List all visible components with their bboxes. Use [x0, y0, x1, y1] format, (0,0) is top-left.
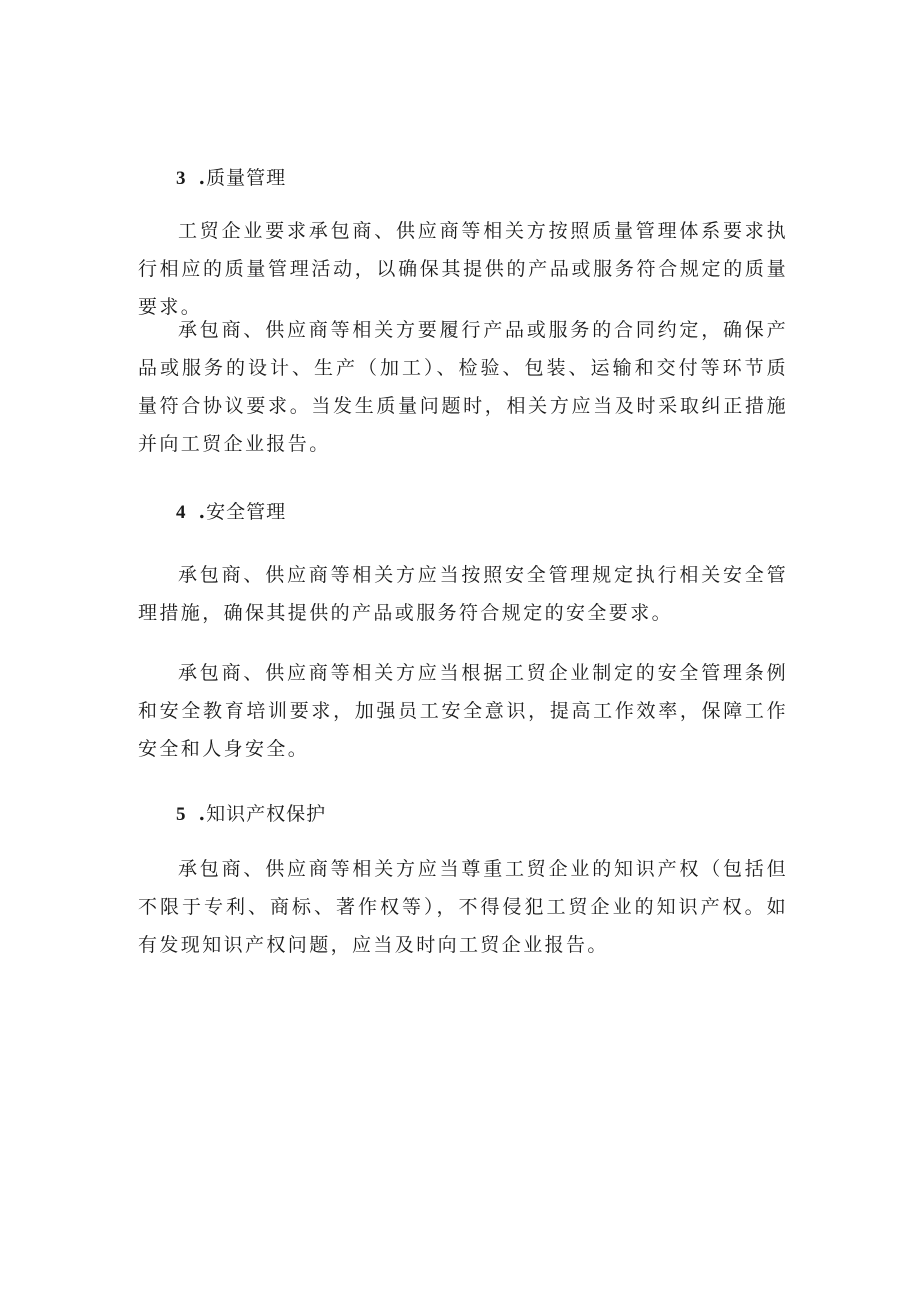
section-heading-ip — [176, 802, 326, 827]
section-title: 知识产权保护 — [206, 803, 327, 825]
section-heading-safety — [176, 500, 286, 525]
paragraph: 承包商、供应商等相关方应当尊重工贸企业的知识产权（包括但不限于专利、商标、著作权等），不得侵犯工贸企业的知识产权。如有发现知识产权问题，应当及时向工贸企业报告。 — [138, 858, 788, 956]
section-number: 3 — [176, 168, 187, 189]
paragraph: 工贸企业要求承包商、供应商等相关方按照质量管理体系要求执行相应的质量管理活动，以确保其提供的产品或服务符合规定的质量要求。 — [138, 220, 788, 318]
paragraph: 承包商、供应商等相关方要履行产品或服务的合同约定，确保产品或服务的设计、生产（加工）、检验、包装、运输和交付等环节质量符合协议要求。当发生质量问题时，相关方应当及时采取纠正措施并向工贸企业报告。 — [138, 319, 788, 455]
section-dot: . — [198, 167, 207, 189]
paragraph: 承包商、供应商等相关方应当根据工贸企业制定的安全管理条例和安全教育培训要求，加强员工安全意识，提高工作效率，保障工作安全和人身安全。 — [138, 662, 788, 760]
section-number: 4 — [176, 502, 187, 523]
section-heading-quality — [176, 166, 286, 191]
section-title: 安全管理 — [206, 501, 287, 523]
section-dot: . — [198, 803, 207, 825]
section-dot: . — [198, 501, 207, 523]
section-number: 5 — [176, 804, 187, 825]
paragraph: 承包商、供应商等相关方应当按照安全管理规定执行相关安全管理措施，确保其提供的产品或服务符合规定的安全要求。 — [138, 564, 788, 624]
section-title: 质量管理 — [206, 167, 287, 189]
